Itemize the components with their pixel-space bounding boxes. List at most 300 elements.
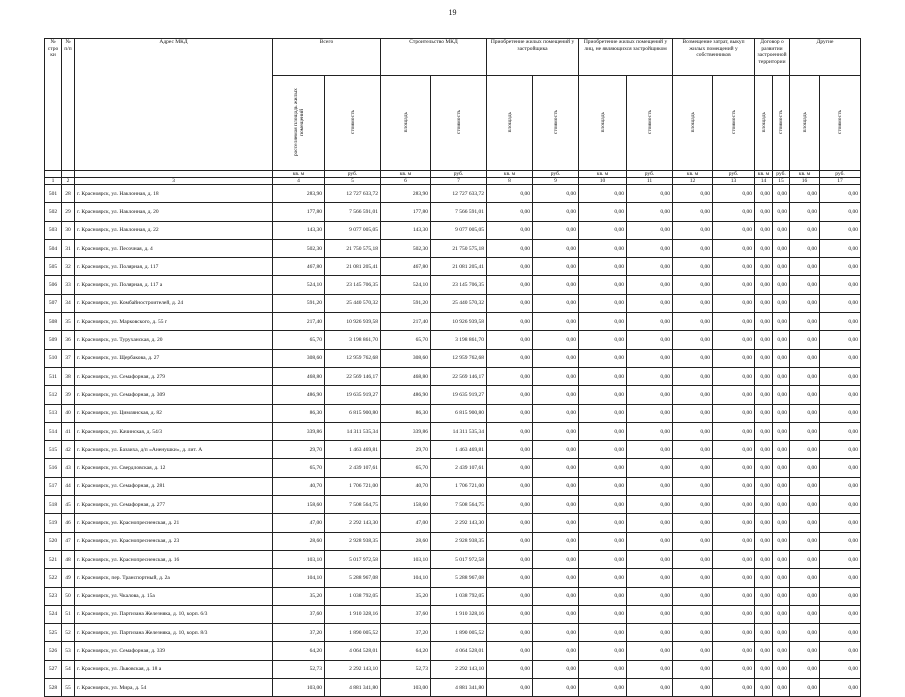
zero-cost-cell: 0,00 xyxy=(713,185,755,203)
row-number: 523 xyxy=(45,587,62,605)
total-cost-cell: 25 440 570,32 xyxy=(325,294,381,312)
zero-area-cell: 0,00 xyxy=(487,404,533,422)
zero-cost-cell: 0,00 xyxy=(820,313,861,331)
zero-area-cell: 0,00 xyxy=(487,514,533,532)
zero-area-cell: 0,00 xyxy=(487,496,533,514)
zero-cost-cell: 0,00 xyxy=(820,349,861,367)
zero-area-cell: 0,00 xyxy=(673,221,713,239)
subheader-cost: стоимость xyxy=(349,109,356,134)
zero-cost-cell: 0,00 xyxy=(713,587,755,605)
zero-cost-cell: 0,00 xyxy=(627,313,673,331)
mkd-number: 53 xyxy=(62,642,75,660)
resettlement-table xyxy=(44,38,861,697)
zero-cost-cell: 0,00 xyxy=(713,496,755,514)
zero-area-cell: 0,00 xyxy=(673,679,713,697)
zero-area-cell: 0,00 xyxy=(487,605,533,623)
zero-area-cell: 0,00 xyxy=(673,367,713,385)
mkd-number: 43 xyxy=(62,459,75,477)
column-number: 2 xyxy=(62,178,75,185)
zero-cost-cell: 0,00 xyxy=(627,203,673,221)
total-cost-cell: 4 064 528,01 xyxy=(325,642,381,660)
row-number: 524 xyxy=(45,605,62,623)
zero-cost-cell: 0,00 xyxy=(713,404,755,422)
zero-cost-cell: 0,00 xyxy=(713,331,755,349)
address-cell: г. Красноярск, ул. Семафорная, д. 279 xyxy=(75,367,273,385)
construction-cost-cell: 10 926 939,58 xyxy=(431,313,487,331)
unit-cell: руб. xyxy=(820,171,861,178)
total-area-cell: 524,10 xyxy=(273,276,325,294)
total-area-cell: 64,20 xyxy=(273,642,325,660)
zero-area-cell: 0,00 xyxy=(487,477,533,495)
address-cell: г. Красноярск, ул. Семафорная, д. 309 xyxy=(75,386,273,404)
construction-area-cell: 158,60 xyxy=(381,496,431,514)
zero-area-cell: 0,00 xyxy=(755,624,773,642)
zero-area-cell: 0,00 xyxy=(579,367,627,385)
zero-area-cell: 0,00 xyxy=(579,642,627,660)
header-address: Адрес МКД xyxy=(75,39,273,171)
total-cost-cell: 9 077 005,05 xyxy=(325,221,381,239)
zero-area-cell: 0,00 xyxy=(579,679,627,697)
table-row xyxy=(45,514,861,532)
construction-cost-cell: 4 064 528,01 xyxy=(431,642,487,660)
table-row xyxy=(45,239,861,257)
zero-area-cell: 0,00 xyxy=(673,276,713,294)
mkd-number: 48 xyxy=(62,550,75,568)
address-cell: г. Красноярск, ул. Семафорная, д. 277 xyxy=(75,496,273,514)
construction-area-cell: 467,80 xyxy=(381,258,431,276)
zero-area-cell: 0,00 xyxy=(487,532,533,550)
zero-area-cell: 0,00 xyxy=(755,331,773,349)
row-number: 522 xyxy=(45,569,62,587)
construction-area-cell: 35,20 xyxy=(381,587,431,605)
total-area-cell: 29,70 xyxy=(273,441,325,459)
zero-cost-cell: 0,00 xyxy=(713,367,755,385)
zero-cost-cell: 0,00 xyxy=(533,185,579,203)
zero-cost-cell: 0,00 xyxy=(773,349,790,367)
construction-area-cell: 502,30 xyxy=(381,239,431,257)
total-area-cell: 28,60 xyxy=(273,532,325,550)
subheader-resettled-area: расселяемая площадь жилых помещений xyxy=(292,87,305,156)
row-number: 515 xyxy=(45,441,62,459)
zero-area-cell: 0,00 xyxy=(487,642,533,660)
total-cost-cell: 1 910 328,16 xyxy=(325,605,381,623)
address-cell: г. Красноярск, ул. Партизана Железняка, д. 10, корп. 8/3 xyxy=(75,624,273,642)
zero-cost-cell: 0,00 xyxy=(820,587,861,605)
mkd-number: 54 xyxy=(62,660,75,678)
zero-area-cell: 0,00 xyxy=(755,459,773,477)
header-compensation: Возмещение затрат, выкуп жилых помещений у собственников xyxy=(673,39,755,76)
construction-cost-cell: 21 081 205,41 xyxy=(431,258,487,276)
zero-cost-cell: 0,00 xyxy=(773,477,790,495)
zero-cost-cell: 0,00 xyxy=(627,386,673,404)
zero-area-cell: 0,00 xyxy=(673,587,713,605)
row-number: 517 xyxy=(45,477,62,495)
total-area-cell: 486,90 xyxy=(273,386,325,404)
zero-cost-cell: 0,00 xyxy=(773,532,790,550)
column-number: 5 xyxy=(325,178,381,185)
zero-area-cell: 0,00 xyxy=(790,679,820,697)
mkd-number: 41 xyxy=(62,422,75,440)
unit-cell: кв. м xyxy=(673,171,713,178)
zero-cost-cell: 0,00 xyxy=(627,294,673,312)
zero-cost-cell: 0,00 xyxy=(773,605,790,623)
table-row xyxy=(45,331,861,349)
table-body xyxy=(45,185,861,697)
zero-area-cell: 0,00 xyxy=(790,422,820,440)
zero-area-cell: 0,00 xyxy=(755,550,773,568)
address-cell: г. Красноярск, ул. Цимлянская, д. 82 xyxy=(75,404,273,422)
construction-cost-cell: 12 727 633,72 xyxy=(431,185,487,203)
column-number: 11 xyxy=(627,178,673,185)
mkd-number: 32 xyxy=(62,258,75,276)
unit-cell: руб. xyxy=(325,171,381,178)
column-number: 1 xyxy=(45,178,62,185)
construction-cost-cell: 14 311 535,34 xyxy=(431,422,487,440)
subheader-cell xyxy=(533,76,579,171)
zero-cost-cell: 0,00 xyxy=(820,605,861,623)
total-area-cell: 103,00 xyxy=(273,679,325,697)
total-cost-cell: 7 566 591,01 xyxy=(325,203,381,221)
zero-cost-cell: 0,00 xyxy=(773,331,790,349)
address-cell: г. Красноярск, ул. Комбайностроителей, д. 24 xyxy=(75,294,273,312)
construction-cost-cell: 23 145 706,35 xyxy=(431,276,487,294)
zero-cost-cell: 0,00 xyxy=(713,550,755,568)
construction-area-cell: 64,20 xyxy=(381,642,431,660)
mkd-number: 30 xyxy=(62,221,75,239)
total-cost-cell: 7 508 564,75 xyxy=(325,496,381,514)
zero-cost-cell: 0,00 xyxy=(533,441,579,459)
total-area-cell: 591,20 xyxy=(273,294,325,312)
zero-area-cell: 0,00 xyxy=(673,185,713,203)
zero-area-cell: 0,00 xyxy=(487,367,533,385)
address-cell: г. Красноярск, пер. Транспортный, д. 2а xyxy=(75,569,273,587)
row-number: 507 xyxy=(45,294,62,312)
zero-cost-cell: 0,00 xyxy=(533,404,579,422)
total-area-cell: 283,90 xyxy=(273,185,325,203)
zero-cost-cell: 0,00 xyxy=(713,459,755,477)
zero-area-cell: 0,00 xyxy=(487,221,533,239)
zero-cost-cell: 0,00 xyxy=(820,185,861,203)
zero-area-cell: 0,00 xyxy=(673,331,713,349)
zero-area-cell: 0,00 xyxy=(790,532,820,550)
zero-cost-cell: 0,00 xyxy=(627,276,673,294)
zero-area-cell: 0,00 xyxy=(487,239,533,257)
header-total: Всего xyxy=(273,39,381,76)
zero-cost-cell: 0,00 xyxy=(627,514,673,532)
row-number: 502 xyxy=(45,203,62,221)
zero-area-cell: 0,00 xyxy=(579,532,627,550)
header-development-agreement: Договор о развитии застроенной территории xyxy=(755,39,790,76)
zero-cost-cell: 0,00 xyxy=(713,422,755,440)
zero-area-cell: 0,00 xyxy=(790,642,820,660)
zero-cost-cell: 0,00 xyxy=(820,294,861,312)
zero-area-cell: 0,00 xyxy=(579,294,627,312)
table-row xyxy=(45,642,861,660)
address-cell: г. Красноярск, ул. Краснопресненская, д. 21 xyxy=(75,514,273,532)
row-number: 510 xyxy=(45,349,62,367)
zero-area-cell: 0,00 xyxy=(755,587,773,605)
mkd-number: 31 xyxy=(62,239,75,257)
total-cost-cell: 21 081 205,41 xyxy=(325,258,381,276)
unit-cell: руб. xyxy=(713,171,755,178)
row-number: 519 xyxy=(45,514,62,532)
zero-cost-cell: 0,00 xyxy=(820,221,861,239)
zero-cost-cell: 0,00 xyxy=(533,569,579,587)
address-cell: г. Красноярск, ул. Чкалова, д. 15а xyxy=(75,587,273,605)
unit-cell: кв. м xyxy=(273,171,325,178)
construction-area-cell: 591,20 xyxy=(381,294,431,312)
row-number: 527 xyxy=(45,660,62,678)
total-area-cell: 217,40 xyxy=(273,313,325,331)
zero-cost-cell: 0,00 xyxy=(773,386,790,404)
mkd-number: 29 xyxy=(62,203,75,221)
row-number: 526 xyxy=(45,642,62,660)
construction-area-cell: 308,60 xyxy=(381,349,431,367)
zero-cost-cell: 0,00 xyxy=(533,349,579,367)
total-cost-cell: 3 198 861,70 xyxy=(325,331,381,349)
column-number: 13 xyxy=(713,178,755,185)
zero-cost-cell: 0,00 xyxy=(533,422,579,440)
construction-cost-cell: 12 959 762,68 xyxy=(431,349,487,367)
zero-cost-cell: 0,00 xyxy=(773,367,790,385)
zero-cost-cell: 0,00 xyxy=(533,386,579,404)
zero-area-cell: 0,00 xyxy=(755,496,773,514)
column-number: 6 xyxy=(381,178,431,185)
zero-area-cell: 0,00 xyxy=(673,532,713,550)
zero-cost-cell: 0,00 xyxy=(627,477,673,495)
unit-cell: кв. м xyxy=(381,171,431,178)
zero-cost-cell: 0,00 xyxy=(627,185,673,203)
row-number: 513 xyxy=(45,404,62,422)
row-number: 504 xyxy=(45,239,62,257)
zero-area-cell: 0,00 xyxy=(790,349,820,367)
header-acquisition-developer: Приобретение жилых помещений у застройщика xyxy=(487,39,579,76)
table-row xyxy=(45,605,861,623)
zero-cost-cell: 0,00 xyxy=(773,550,790,568)
zero-area-cell: 0,00 xyxy=(755,185,773,203)
table-row xyxy=(45,496,861,514)
address-cell: г. Красноярск, ул. Песочная, д. 4 xyxy=(75,239,273,257)
table-row xyxy=(45,221,861,239)
zero-cost-cell: 0,00 xyxy=(773,660,790,678)
total-area-cell: 65,70 xyxy=(273,459,325,477)
zero-area-cell: 0,00 xyxy=(579,422,627,440)
zero-area-cell: 0,00 xyxy=(755,477,773,495)
construction-area-cell: 524,10 xyxy=(381,276,431,294)
zero-area-cell: 0,00 xyxy=(487,459,533,477)
zero-area-cell: 0,00 xyxy=(755,221,773,239)
column-number: 12 xyxy=(673,178,713,185)
construction-cost-cell: 7 508 564,75 xyxy=(431,496,487,514)
construction-cost-cell: 2 928 938,35 xyxy=(431,532,487,550)
row-number: 521 xyxy=(45,550,62,568)
zero-cost-cell: 0,00 xyxy=(713,477,755,495)
row-number: 506 xyxy=(45,276,62,294)
units-row xyxy=(45,171,861,178)
zero-cost-cell: 0,00 xyxy=(773,239,790,257)
table-row xyxy=(45,276,861,294)
total-cost-cell: 2 928 938,35 xyxy=(325,532,381,550)
total-cost-cell: 21 750 575,18 xyxy=(325,239,381,257)
zero-cost-cell: 0,00 xyxy=(533,276,579,294)
zero-area-cell: 0,00 xyxy=(579,624,627,642)
zero-area-cell: 0,00 xyxy=(755,441,773,459)
table-row xyxy=(45,258,861,276)
construction-area-cell: 86,30 xyxy=(381,404,431,422)
table-row xyxy=(45,294,861,312)
zero-area-cell: 0,00 xyxy=(579,203,627,221)
zero-area-cell: 0,00 xyxy=(790,660,820,678)
address-cell: г. Красноярск, ул. Наклонная, д. 22 xyxy=(75,221,273,239)
zero-area-cell: 0,00 xyxy=(790,496,820,514)
subheader-area: площадь xyxy=(599,111,606,132)
row-number: 508 xyxy=(45,313,62,331)
zero-cost-cell: 0,00 xyxy=(773,441,790,459)
table-row xyxy=(45,477,861,495)
table-row xyxy=(45,404,861,422)
zero-cost-cell: 0,00 xyxy=(820,441,861,459)
zero-area-cell: 0,00 xyxy=(673,441,713,459)
subheader-cell xyxy=(673,76,713,171)
construction-cost-cell: 1 890 005,52 xyxy=(431,624,487,642)
total-area-cell: 35,20 xyxy=(273,587,325,605)
zero-cost-cell: 0,00 xyxy=(533,221,579,239)
zero-cost-cell: 0,00 xyxy=(533,258,579,276)
subheader-area: площадь xyxy=(506,111,513,132)
column-number: 14 xyxy=(755,178,773,185)
zero-area-cell: 0,00 xyxy=(487,185,533,203)
zero-cost-cell: 0,00 xyxy=(627,367,673,385)
subheader-cost: стоимость xyxy=(837,109,844,134)
construction-area-cell: 37,60 xyxy=(381,605,431,623)
zero-cost-cell: 0,00 xyxy=(713,349,755,367)
total-cost-cell: 6 815 900,80 xyxy=(325,404,381,422)
zero-cost-cell: 0,00 xyxy=(627,404,673,422)
zero-area-cell: 0,00 xyxy=(790,239,820,257)
zero-area-cell: 0,00 xyxy=(790,569,820,587)
table-row xyxy=(45,441,861,459)
zero-area-cell: 0,00 xyxy=(673,514,713,532)
table-row xyxy=(45,422,861,440)
zero-cost-cell: 0,00 xyxy=(773,185,790,203)
total-area-cell: 47,00 xyxy=(273,514,325,532)
address-cell: г. Красноярск, ул. Наклонная, д. 18 xyxy=(75,185,273,203)
zero-cost-cell: 0,00 xyxy=(820,404,861,422)
address-cell: г. Красноярск, ул. Львовская, д. 18 а xyxy=(75,660,273,678)
zero-cost-cell: 0,00 xyxy=(773,514,790,532)
zero-cost-cell: 0,00 xyxy=(533,550,579,568)
zero-area-cell: 0,00 xyxy=(673,459,713,477)
table-row xyxy=(45,313,861,331)
zero-cost-cell: 0,00 xyxy=(627,441,673,459)
zero-cost-cell: 0,00 xyxy=(820,258,861,276)
zero-area-cell: 0,00 xyxy=(790,331,820,349)
zero-cost-cell: 0,00 xyxy=(713,660,755,678)
zero-cost-cell: 0,00 xyxy=(627,679,673,697)
construction-area-cell: 339,86 xyxy=(381,422,431,440)
zero-area-cell: 0,00 xyxy=(579,605,627,623)
construction-cost-cell: 2 292 143,10 xyxy=(431,660,487,678)
mkd-number: 38 xyxy=(62,367,75,385)
unit-cell: руб. xyxy=(627,171,673,178)
zero-area-cell: 0,00 xyxy=(790,459,820,477)
construction-area-cell: 40,70 xyxy=(381,477,431,495)
zero-cost-cell: 0,00 xyxy=(773,422,790,440)
column-number: 4 xyxy=(273,178,325,185)
address-cell: г. Красноярск, ул. Базаиха, д/п «Аненушки», д. лит. А xyxy=(75,441,273,459)
construction-cost-cell: 5 288 967,08 xyxy=(431,569,487,587)
zero-area-cell: 0,00 xyxy=(579,569,627,587)
zero-cost-cell: 0,00 xyxy=(820,422,861,440)
total-cost-cell: 22 569 146,17 xyxy=(325,367,381,385)
zero-cost-cell: 0,00 xyxy=(773,276,790,294)
zero-area-cell: 0,00 xyxy=(790,477,820,495)
zero-cost-cell: 0,00 xyxy=(713,221,755,239)
zero-cost-cell: 0,00 xyxy=(627,349,673,367)
total-cost-cell: 12 959 762,68 xyxy=(325,349,381,367)
subheader-cell xyxy=(273,76,325,171)
zero-cost-cell: 0,00 xyxy=(533,496,579,514)
zero-area-cell: 0,00 xyxy=(790,258,820,276)
table-row xyxy=(45,532,861,550)
zero-area-cell: 0,00 xyxy=(755,532,773,550)
zero-area-cell: 0,00 xyxy=(755,422,773,440)
construction-cost-cell: 2 292 143,30 xyxy=(431,514,487,532)
column-number: 16 xyxy=(790,178,820,185)
row-number: 520 xyxy=(45,532,62,550)
column-number: 8 xyxy=(487,178,533,185)
unit-cell: кв. м xyxy=(579,171,627,178)
total-cost-cell: 1 038 792,05 xyxy=(325,587,381,605)
total-area-cell: 65,70 xyxy=(273,331,325,349)
row-number: 512 xyxy=(45,386,62,404)
total-area-cell: 177,80 xyxy=(273,203,325,221)
address-cell: г. Красноярск, ул. Щербакова, д. 27 xyxy=(75,349,273,367)
total-cost-cell: 5 288 967,08 xyxy=(325,569,381,587)
total-cost-cell: 1 890 005,52 xyxy=(325,624,381,642)
construction-cost-cell: 6 815 900,80 xyxy=(431,404,487,422)
zero-cost-cell: 0,00 xyxy=(820,679,861,697)
zero-area-cell: 0,00 xyxy=(755,514,773,532)
zero-area-cell: 0,00 xyxy=(755,313,773,331)
zero-area-cell: 0,00 xyxy=(790,404,820,422)
zero-area-cell: 0,00 xyxy=(790,294,820,312)
zero-area-cell: 0,00 xyxy=(579,441,627,459)
subheader-cell xyxy=(431,76,487,171)
zero-cost-cell: 0,00 xyxy=(533,679,579,697)
mkd-number: 55 xyxy=(62,679,75,697)
construction-area-cell: 37,20 xyxy=(381,624,431,642)
subheader-area: площадь xyxy=(689,111,696,132)
total-cost-cell: 2 439 107,61 xyxy=(325,459,381,477)
subheader-cost: стоимость xyxy=(552,109,559,134)
zero-area-cell: 0,00 xyxy=(487,386,533,404)
table-row xyxy=(45,386,861,404)
zero-area-cell: 0,00 xyxy=(579,258,627,276)
row-number: 501 xyxy=(45,185,62,203)
construction-area-cell: 468,80 xyxy=(381,367,431,385)
zero-area-cell: 0,00 xyxy=(755,294,773,312)
zero-cost-cell: 0,00 xyxy=(773,679,790,697)
construction-cost-cell: 4 881 341,80 xyxy=(431,679,487,697)
table-row xyxy=(45,679,861,697)
zero-cost-cell: 0,00 xyxy=(773,459,790,477)
construction-area-cell: 47,00 xyxy=(381,514,431,532)
total-area-cell: 339,86 xyxy=(273,422,325,440)
total-cost-cell: 19 635 919,27 xyxy=(325,386,381,404)
zero-cost-cell: 0,00 xyxy=(533,532,579,550)
mkd-number: 39 xyxy=(62,386,75,404)
